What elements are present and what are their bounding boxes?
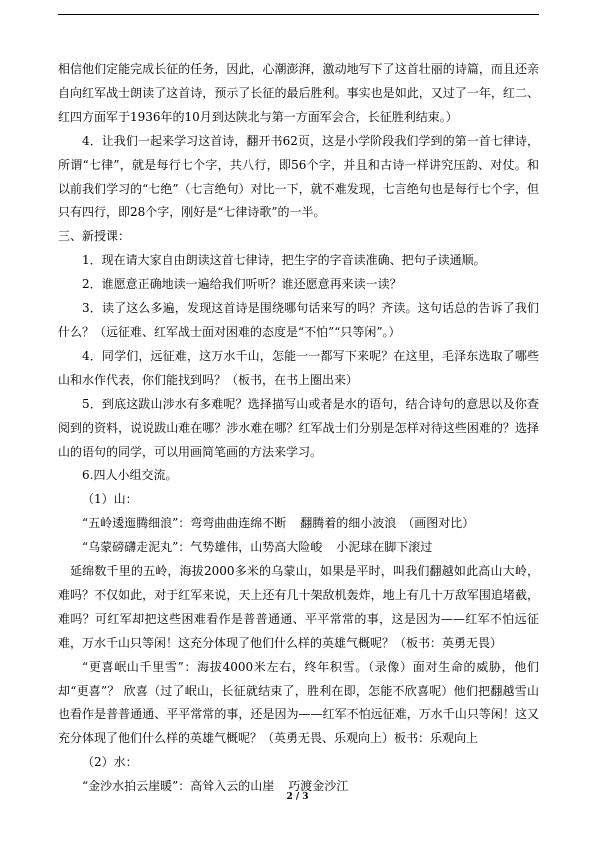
step-5: 5．到底这跋山涉水有多难呢？选择描写山或者是水的语句，结合诗句的意思以及你查阅到的资料，说说跋山难在哪？涉水难在哪？红军战士们分别是怎样对待这些困难的？选择山的语句的同学，可以用画简笔画的方法来学习。 xyxy=(58,396,539,459)
quote-text: “金沙水拍云崖暖”：高耸入云的山崖 xyxy=(82,779,275,794)
header-rule xyxy=(58,14,539,15)
quote-note: 翻腾着的细小波浪 （画图对比） xyxy=(300,516,475,531)
subheading-mountain: （1）山： xyxy=(82,492,138,507)
step-2: 2．谁愿意正确地读一遍给我们听听？谁还愿意再来读一读？ xyxy=(82,277,402,292)
quote-text: “五岭逶迤腾细浪”：弯弯曲曲连绵不断 xyxy=(82,516,287,531)
paragraph-minshan: “更喜岷山千里雪”：海拔4000米左右，终年积雪。（录像）面对生命的威胁，他们却“更喜”？ 欣喜（过了岷山，长征就结束了，胜利在即，怎能不欣喜呢）他们把翻越雪山也看作是普普通通、平平常常的事，还是因为——红军不怕远征难，万水千山只等闲！这又充分体现了他们什么样的英雄气概呢？（英勇无畏、乐观向上）板书：乐观向上 xyxy=(58,659,539,746)
quote-note: 巧渡金沙江 xyxy=(288,779,349,794)
subheading-water: （2）水： xyxy=(82,755,138,770)
section-heading: 三、新授课： xyxy=(58,229,131,244)
paragraph-mountain-detail: 延绵数千里的五岭，海拔2000多米的乌蒙山，如果是平时，叫我们翻越如此高山大岭，难吗？不仅如此，对于红军来说，天上还有几十架敌机轰炸，地上有几十万敌军围追堵截，难吗？可红军却把这些困难看作是普普通通、平平常常的事，这是因为——红军不怕远征难，万水千山只等闲！这充分体现了他们什么样的英雄气概呢？（板书：英勇无畏） xyxy=(58,564,539,650)
paragraph-continued: 相信他们定能完成长征的任务，因此，心潮澎湃，激动地写下了这首壮丽的诗篇，而且还亲自向红军战士朗读了这首诗，预示了长征的最后胜利。事实也是如此，又过了一年，红二、红四方面军于1936年的10月到达陕北与第一方面军会合，长征胜利结束。） xyxy=(58,62,539,124)
step-3: 3．读了这么多遍，发现这首诗是围绕哪句话来写的吗？齐读。这句话总的告诉了我们什么？（远征难、红军战士面对困难的态度是“不怕”“只等闲”。） xyxy=(58,301,539,339)
document-body xyxy=(58,58,539,799)
quote-text: “乌蒙磅礴走泥丸”：气势雄伟，山势高大险峻 xyxy=(82,540,323,555)
step-1: 1．现在请大家自由朗读这首七律诗，把生字的字音读准确、把句子读通顺。 xyxy=(82,253,486,268)
step-6: 6.四人小组交流。 xyxy=(82,468,178,483)
paragraph-4: 4．让我们一起来学习这首诗，翻开书62页，这是小学阶段我们学到的第一首七律诗，所谓“七律”，就是每行七个字，共八行，即56个字，并且和古诗一样讲究压韵、对仗。和以前我们学习的“七绝”（七言绝句）对比一下，就不难发现，七言绝句也是每行七个字，但只有四行，即28个字，刚好是“七律诗歌”的一半。 xyxy=(58,133,539,220)
step-4: 4．同学们，远征难，这万水千山，怎能一一都写下来呢？在这里，毛泽东选取了哪些山和水作代表，你们能找到吗？（板书，在书上圈出来） xyxy=(58,348,539,387)
quote-note: 小泥球在脚下滚过 xyxy=(336,540,433,555)
quote-line xyxy=(58,536,539,560)
page-number: 2 / 3 xyxy=(286,792,309,802)
quote-line xyxy=(58,512,539,536)
